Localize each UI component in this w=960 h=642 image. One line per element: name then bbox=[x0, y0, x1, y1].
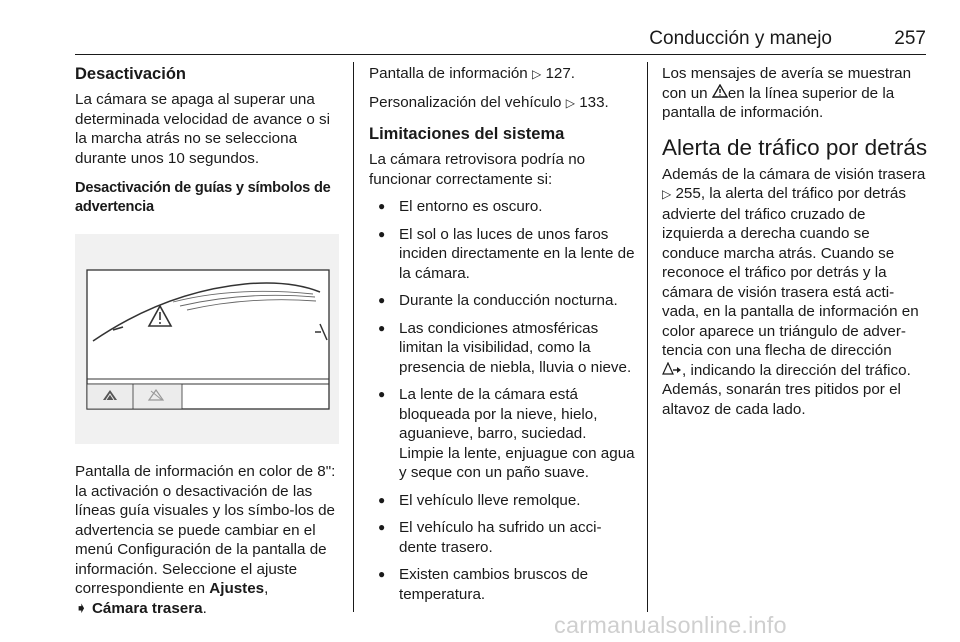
limitations-list bbox=[369, 197, 635, 604]
paragraph: Además de la cámara de visión trasera ▷ 255, la alerta del tráfico por detrás advierte del tráfico cruzado de izquierda a derecha cuando se conduce marcha atrás. Cuando se reconoce el tráfico por detrás y la cámara de visión trasera está acti‐vada, en la pantalla de información en color aparece un triángulo de adver‐tencia con una flecha de dirección , indicando la dirección del tráfico. Además, sonarán tres pitidos por el altavoz de cada lado. bbox=[662, 165, 926, 418]
page-ref-arrow-icon: ▷ bbox=[531, 67, 542, 81]
page-ref-arrow-icon: ▷ bbox=[565, 95, 575, 110]
paragraph: La cámara retrovisora podría no funcionar correctamente si: bbox=[369, 151, 586, 188]
cross-reference: Personalización del vehículo ▷ 133. bbox=[369, 93, 609, 111]
list-item: ● Durante la conducción nocturna. bbox=[369, 291, 635, 311]
column-right bbox=[662, 64, 928, 430]
list-item: ● El vehículo lleve remolque. bbox=[369, 491, 635, 511]
section-heading: Limitaciones del sistema bbox=[369, 125, 565, 143]
camera-display-illustration bbox=[75, 234, 339, 444]
list-item: ● Las condiciones atmosféricas limitan la visibilidad, como la presencia de niebla, lluvia o nieve. bbox=[369, 319, 635, 378]
menu-item-ajustes: Ajustes bbox=[209, 580, 265, 597]
paragraph: La cámara se apaga al superar una determinada velocidad de avance o si la marcha atrás no se selecciona durante unos 10 segundos. bbox=[75, 91, 330, 167]
subheading: Desactivación de guías y símbolos de advertencia bbox=[75, 180, 331, 215]
list-item: ● Existen cambios bruscos de temperatura. bbox=[369, 565, 635, 604]
page-ref-arrow-icon: ▷ bbox=[662, 187, 672, 201]
camera-display-figure bbox=[75, 234, 339, 444]
list-item: ● El sol o las luces de unos faros inciden directamente en la lente de la cámara. bbox=[369, 225, 635, 284]
list-item: ● La lente de la cámara está bloqueada por la nieve, hielo, aguanieve, barro, suciedad. Limpie la lente, enjuague con agua y seque con un paño suave. bbox=[369, 385, 635, 483]
paragraph: Los mensajes de avería se muestran con un en la línea superior de la pantalla de información. bbox=[662, 65, 912, 121]
cross-reference: Pantalla de información ▷ 127. bbox=[369, 65, 576, 82]
column-divider bbox=[647, 62, 648, 612]
list-item: ● El vehículo ha sufrido un acci‐dente trasero. bbox=[369, 518, 635, 557]
column-middle bbox=[369, 64, 635, 612]
arrow-right-icon: ➧ bbox=[75, 599, 88, 617]
page-header bbox=[75, 28, 926, 55]
section-heading: Alerta de tráfico por detrás bbox=[662, 134, 928, 160]
list-item: ● El entorno es oscuro. bbox=[369, 197, 635, 217]
chapter-title: Conducción y manejo bbox=[649, 28, 832, 49]
menu-item-camara-trasera: Cámara trasera bbox=[91, 599, 203, 617]
warning-triangle-icon bbox=[712, 85, 728, 102]
warning-arrow-icon bbox=[662, 362, 682, 379]
column-left bbox=[75, 64, 341, 629]
paragraph: Pantalla de información en color de 8": la activación o desactivación de las líneas guía visuales y los símbo‐los de advertencia se puede cambiar en el menú Configuración de la pantalla de información. Seleccione el ajuste correspondiente en Ajustes, ➧ Cámara trasera. bbox=[75, 463, 336, 617]
watermark: carmanualsonline.info bbox=[554, 612, 787, 638]
column-divider bbox=[353, 62, 354, 612]
section-heading: Desactivación bbox=[75, 65, 186, 83]
page-number: 257 bbox=[894, 28, 926, 49]
